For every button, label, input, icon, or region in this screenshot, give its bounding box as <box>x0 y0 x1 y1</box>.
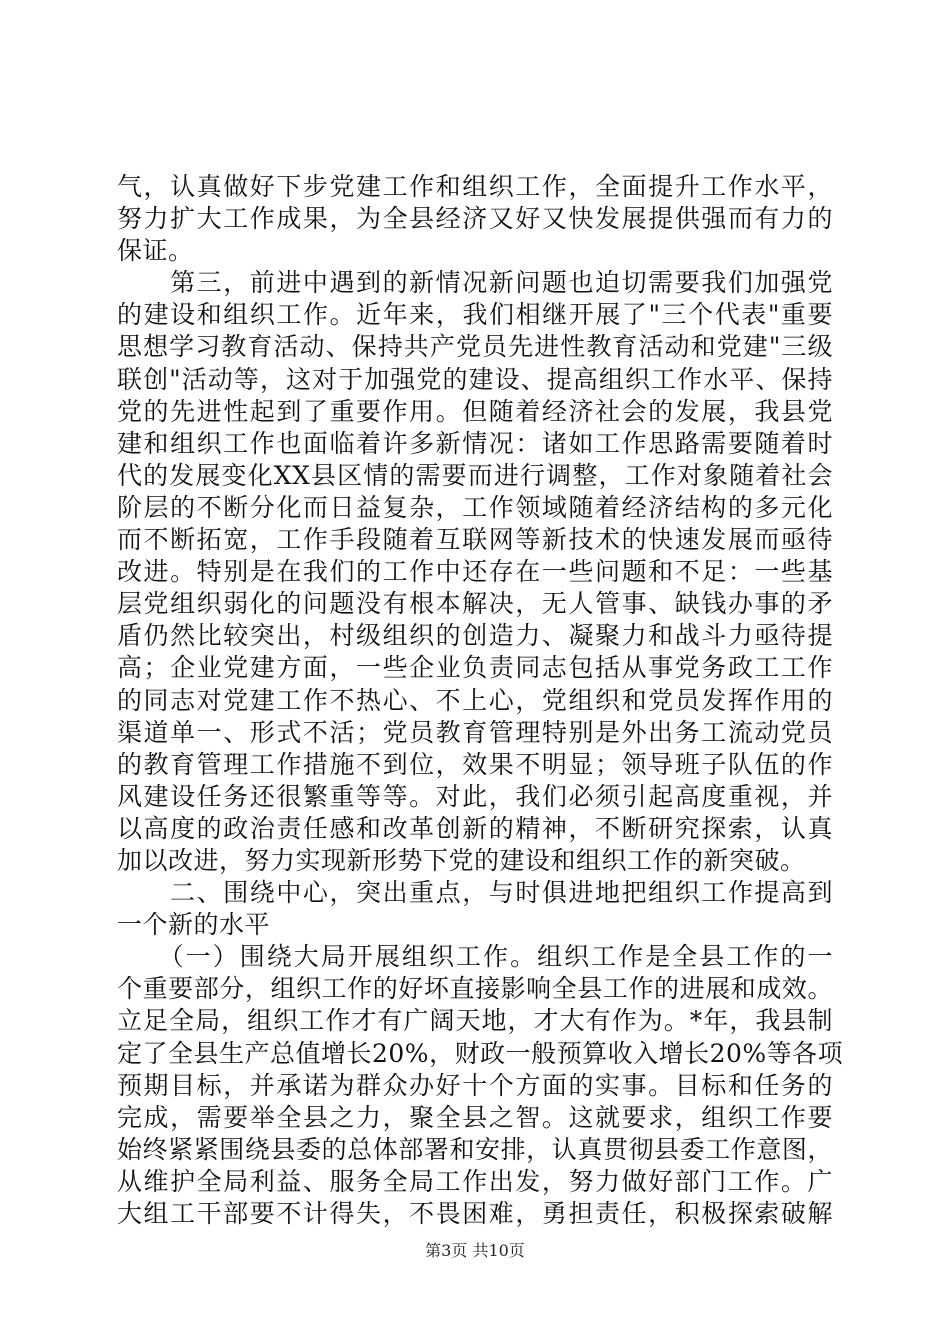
text-line: 二、围绕中心，突出重点，与时俱进地把组织工作提高到 <box>117 878 833 908</box>
text-line: 以高度的政治责任感和改革创新的精神，不断研究探索，认真 <box>117 813 833 843</box>
text-line: 改进。特别是在我们的工作中还存在一些问题和不足：一些基 <box>117 557 833 587</box>
text-line: 完成，需要举全县之力，聚全县之智。这就要求，组织工作要 <box>117 1102 833 1132</box>
text-line: 第三，前进中遇到的新情况新问题也迫切需要我们加强党 <box>117 268 833 298</box>
text-line: 加以改进，努力实现新形势下党的建设和组织工作的新突破。 <box>117 845 806 875</box>
text-line: 努力扩大工作成果，为全县经济又好又快发展提供强而有力的 <box>117 204 833 234</box>
page-footer: 第3页 共10页 <box>425 1241 525 1260</box>
text-line: 而不断拓宽，工作手段随着互联网等新技术的快速发展而亟待 <box>117 525 833 555</box>
text-line: （一）围绕大局开展组织工作。组织工作是全县工作的一 <box>117 942 833 972</box>
text-line: 盾仍然比较突出，村级组织的创造力、凝聚力和战斗力亟待提 <box>117 621 833 651</box>
text-line: 层党组织弱化的问题没有根本解决，无人管事、缺钱办事的矛 <box>117 589 833 619</box>
text-line: 一个新的水平 <box>117 910 271 940</box>
text-line: 联创"活动等，这对于加强党的建设、提高组织工作水平、保持 <box>117 364 833 394</box>
text-line: 代的发展变化XX县区情的需要而进行调整，工作对象随着社会 <box>117 460 833 490</box>
text-line: 的教育管理工作措施不到位，效果不明显；领导班子队伍的作 <box>117 749 833 779</box>
text-line: 高；企业党建方面，一些企业负责同志包括从事党务政工工作 <box>117 653 833 683</box>
text-line: 阶层的不断分化而日益复杂，工作领域随着经济结构的多元化 <box>117 492 833 522</box>
text-line: 的同志对党建工作不热心、不上心，党组织和党员发挥作用的 <box>117 685 833 715</box>
document-body <box>117 171 844 1230</box>
text-line: 立足全局，组织工作才有广阔天地，才大有作为。*年，我县制 <box>117 1006 833 1036</box>
text-line: 渠道单一、形式不活；党员教育管理特别是外出务工流动党员 <box>117 717 833 747</box>
text-line: 党的先进性起到了重要作用。但随着经济社会的发展，我县党 <box>117 396 833 426</box>
text-line: 预期目标，并承诺为群众办好十个方面的实事。目标和任务的 <box>117 1070 833 1100</box>
text-line: 的建设和组织工作。近年来，我们相继开展了"三个代表"重要 <box>117 300 833 330</box>
text-line: 风建设任务还很繁重等等。对此，我们必须引起高度重视，并 <box>117 781 833 811</box>
text-line: 定了全县生产总值增长20%，财政一般预算收入增长20%等各项 <box>117 1038 844 1068</box>
text-line: 个重要部分，组织工作的好坏直接影响全县工作的进展和成效。 <box>117 974 833 1004</box>
text-line: 大组工干部要不计得失，不畏困难，勇担责任，积极探索破解 <box>117 1199 833 1228</box>
text-line: 保证。 <box>117 236 194 266</box>
text-line: 建和组织工作也面临着许多新情况：诸如工作思路需要随着时 <box>117 428 833 458</box>
text-line: 从维护全局利益、服务全局工作出发，努力做好部门工作。广 <box>117 1166 833 1196</box>
text-line: 气，认真做好下步党建工作和组织工作，全面提升工作水平， <box>117 172 833 201</box>
text-line: 始终紧紧围绕县委的总体部署和安排，认真贯彻县委工作意图， <box>117 1134 833 1164</box>
text-line: 思想学习教育活动、保持共产党员先进性教育活动和党建"三级 <box>117 332 833 362</box>
